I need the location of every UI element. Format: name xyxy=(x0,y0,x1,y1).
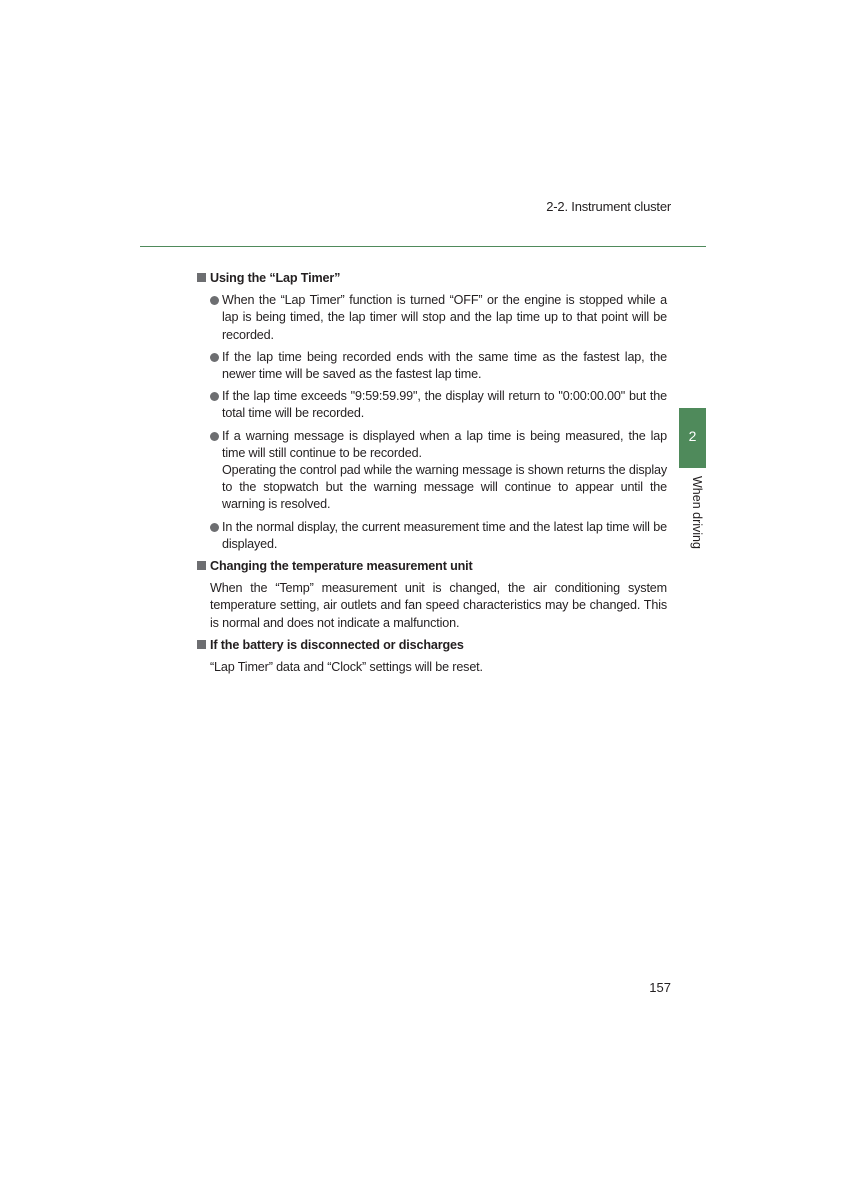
list-item-continuation: Operating the control pad while the warning message is shown returns the display to the stopwatch but the warning message will continue to appear until the warning is resolved. xyxy=(222,463,667,512)
square-bullet-icon xyxy=(197,273,206,282)
round-bullet-icon xyxy=(210,296,219,305)
list-item-body xyxy=(222,428,667,514)
list-item-text: If a warning message is displayed when a lap time is being measured, the lap time will still continue to be recorded. xyxy=(222,428,667,460)
list-item xyxy=(210,428,667,514)
section-paragraph: When the “Temp” measurement unit is changed, the air conditioning system temperature setting, air outlets and fan speed characteristics may be changed. This is normal and does not indicate a malfunction. xyxy=(210,581,667,630)
list-item-text: If the lap time exceeds "9:59:59.99", the display will return to "0:00:00.00" but the total time will be recorded. xyxy=(222,389,667,421)
list-item xyxy=(210,519,667,553)
section-heading-text: Using the “Lap Timer” xyxy=(210,271,341,285)
list-item-text: When the “Lap Timer” function is turned “OFF” or the engine is stopped while a lap is being timed, the lap timer will stop and the lap time up to that point will be recorded. xyxy=(222,293,667,342)
section-heading xyxy=(197,558,667,575)
round-bullet-icon xyxy=(210,432,219,441)
header-title: 2-2. Instrument cluster xyxy=(546,199,671,214)
section-heading xyxy=(197,270,667,287)
round-bullet-icon xyxy=(210,353,219,362)
header-rule xyxy=(140,246,706,247)
chapter-label: When driving xyxy=(690,476,704,549)
section-heading-text: Changing the temperature measurement unit xyxy=(210,559,473,574)
list-item xyxy=(210,349,667,383)
round-bullet-icon xyxy=(210,523,219,532)
section-heading-text: If the battery is disconnected or discharges xyxy=(210,637,464,652)
list-item-text: In the normal display, the current measurement time and the latest lap time will be displayed. xyxy=(222,519,667,551)
page-content xyxy=(197,270,667,681)
list-item-text: If the lap time being recorded ends with the same time as the fastest lap, the newer time will be saved as the fastest lap time. xyxy=(222,349,667,382)
round-bullet-icon xyxy=(210,392,219,401)
list-item xyxy=(210,388,667,422)
chapter-tab xyxy=(679,408,706,468)
page-number: 157 xyxy=(649,980,671,995)
section-heading xyxy=(197,637,667,654)
list-item xyxy=(210,292,667,344)
square-bullet-icon xyxy=(197,561,206,570)
square-bullet-icon xyxy=(197,640,206,649)
section-paragraph: “Lap Timer” data and “Clock” settings will be reset. xyxy=(210,660,483,675)
chapter-number: 2 xyxy=(688,428,697,444)
